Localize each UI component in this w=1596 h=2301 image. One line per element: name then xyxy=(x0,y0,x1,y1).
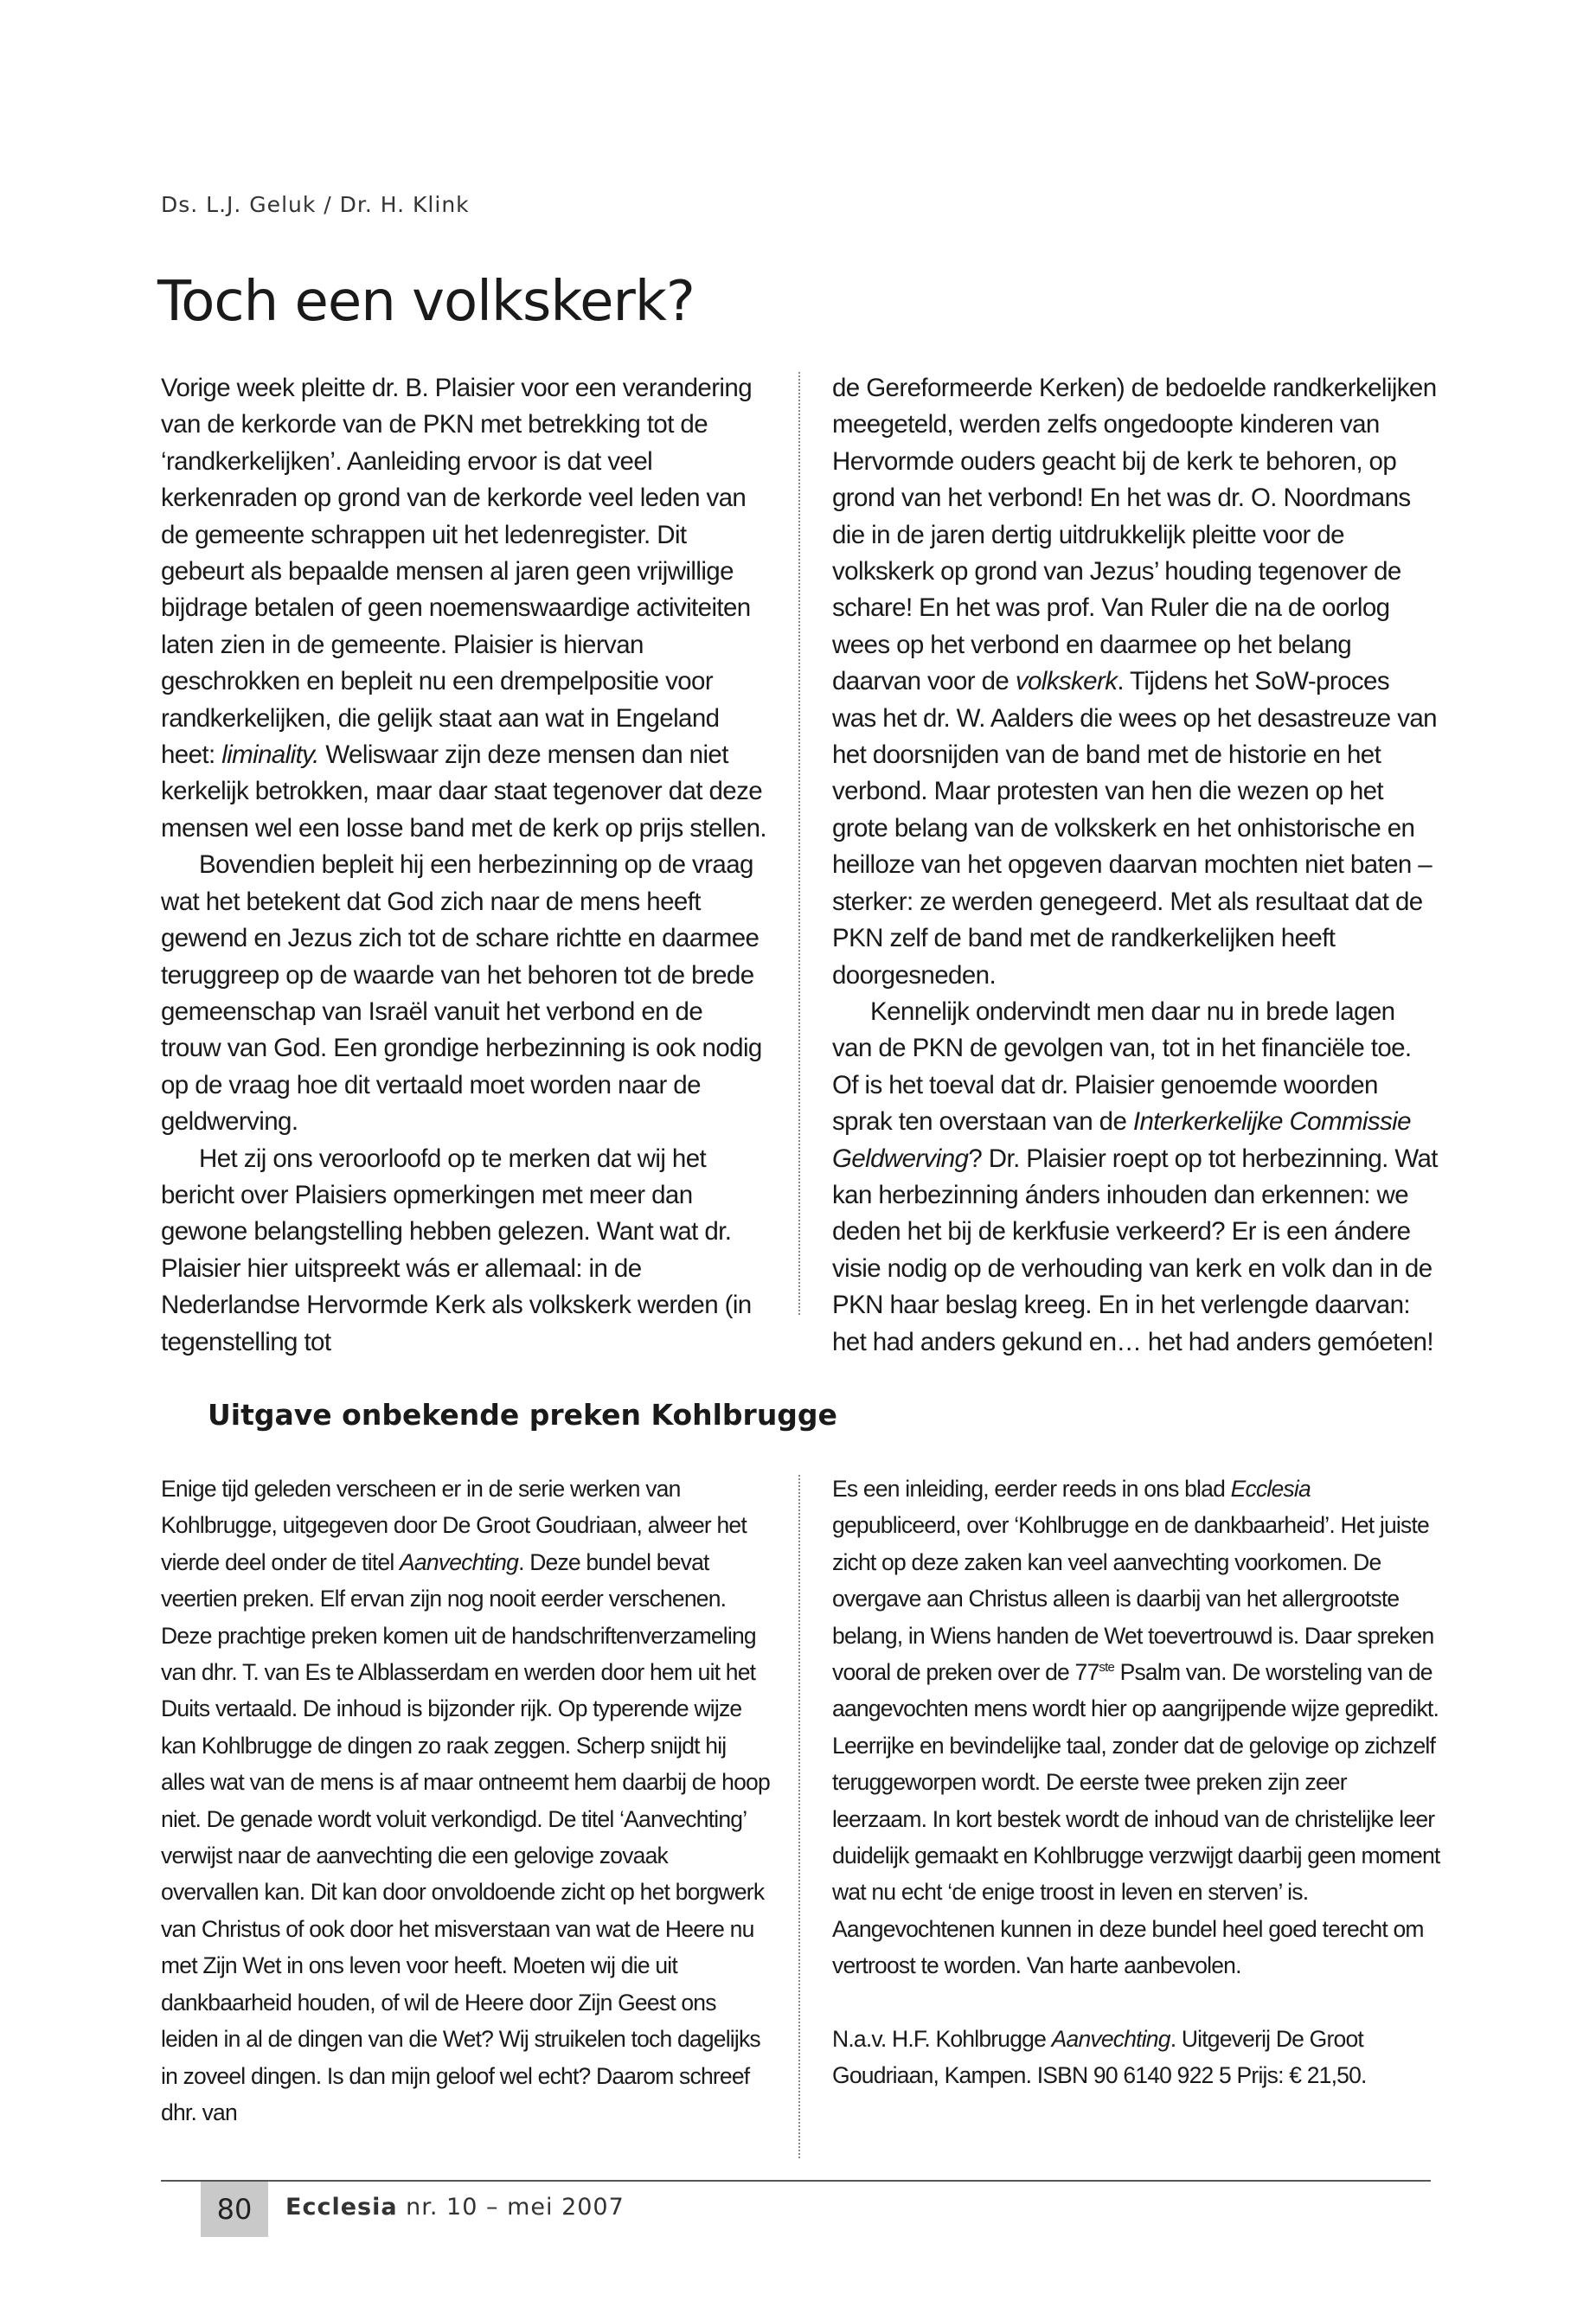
issue-info: nr. 10 – mei 2007 xyxy=(397,2194,625,2221)
footer-rule xyxy=(161,2180,1431,2182)
article1-paragraph-4: de Gereformeerde Kerken) de bedoelde randkerkelijken meegeteld, werden zelfs ongedoopte kinderen van Hervormde ouders geacht bij de kerk te behoren, op grond van het verbond! En het was dr. O. Noordmans die in de jaren dertig uitdrukkelijk pleitte voor de volkskerk op grond van Jezus’ houding tegenover de schare! En het was prof. Van Ruler die na de oorlog wees op het verbond en daarmee op het belang daarvan voor de volkskerk. Tijdens het SoW-proces was het dr. W. Aalders die wees op het desastreuze van het doorsnijden van de band met de historie en het verbond. Maar protesten van hen die wezen op het grote belang van de volkskerk en het onhistorische en heilloze van het opgeven daarvan mochten niet baten – sterker: ze werden genegeerd. Met als resultaat dat de PKN zelf de band met de randkerkelijken heeft doorgesneden. xyxy=(832,374,1437,990)
article1-paragraph-2: Bovendien bepleit hij een herbezinning op de vraag wat het betekent dat God zich naar de mens heeft gewend en Jezus zich tot de schare richtte en daarmee teruggreep op de waarde van het behoren tot de brede gemeenschap van Israël vanuit het verbond en de trouw van God. Een grondige herbezinning is ook nodig op de vraag hoe dit vertaald moet worden naar de geldwerving. xyxy=(161,850,762,1137)
article2-paragraph-2: Es een inleiding, eerder reeds in ons blad Ecclesia gepubliceerd, over ‘Kohlbrugge en de dankbaarheid’. Het juiste zicht op deze zaken kan veel aanvechting voorkomen. De overgave aan Christus alleen is daarbij van het allergrootste belang, in Wiens handen de Wet toevertrouwd is. Daar spreken vooral de preken over de 77ste Psalm van. De worsteling van de aangevochten mens wordt hier op aangrijpende wijze gepredikt. Leerrijke en bevindelijke taal, zonder dat de gelovige op zichzelf teruggeworpen wordt. De eerste twee preken zijn zeer leerzaam. In kort bestek wordt de inhoud van de christelijke leer duidelijk gemaakt en Kohlbrugge verzwijgt daarbij geen moment wat nu echt ‘de enige troost in leven en sterven’ is. Aangevochtenen kunnen in deze bundel heel goed terecht om vertroost te worden. Van harte aanbevolen. xyxy=(832,1476,1440,1979)
article1-paragraph-3: Het zij ons veroorloofd op te merken dat wij het bericht over Plaisiers opmerkingen met meer dan gewone belangstelling hebben gelezen. Want wat dr. Plaisier hier uitspreekt wás er allemaal: in de Nederlandse Hervormde Kerk als volkskerk werden (in tegenstelling tot xyxy=(161,1144,752,1356)
article1-paragraph-1: Vorige week pleitte dr. B. Plaisier voor een verandering van de kerkorde van de PKN met betrekking tot de ‘randkerkelijken’. Aanleiding ervoor is dat veel kerkenraden op grond van de kerkorde veel leden van de gemeente schrappen uit het ledenregister. Dit gebeurt als bepaalde mensen al jaren geen vrijwillige bijdrage betalen of geen noemenswaardige activiteiten laten zien in de gemeente. Plaisier is hiervan geschrokken en bepleit nu een drempelpositie voor randkerkelijken, die gelijk staat aan wat in Engeland heet: liminality. Weliswaar zijn deze mensen dan niet kerkelijk betrokken, maar daar staat tegenover dat deze mensen wel een losse band met de kerk op prijs stellen. xyxy=(161,374,766,843)
article1-left-column xyxy=(161,370,766,1361)
article2-paragraph-1: Enige tijd geleden verscheen er in de serie werken van Kohlbrugge, uitgegeven door De Groot Goudriaan, alweer het vierde deel onder de titel Aanvechting. Deze bundel bevat veertien preken. Elf ervan zijn nog nooit eerder verschenen. Deze prachtige preken komen uit de handschriftenverzameling van dhr. T. van Es te Alblasserdam en werden door hem uit het Duits vertaald. De inhoud is bijzonder rijk. Op typerende wijze kan Kohlbrugge de dingen zo raak zeggen. Scherp snijdt hij alles wat van de mens is af maar ontneemt hem daarbij de hoop niet. De genade wordt voluit verkondigd. De titel ‘Aanvechting’ verwijst naar de aanvechting die een gelovige zovaak overvallen kan. Dit kan door onvoldoende zicht op het borgwerk van Christus of ook door het misverstaan van wat de Heere nu met Zijn Wet in ons leven voor heeft. Moeten wij die uit dankbaarheid houden, of wil de Heere door Zijn Geest ons leiden in al de dingen van die Wet? Wij struikelen toch dagelijks in zoveel dingen. Is dan mijn geloof wel echt? Daarom schreef dhr. van xyxy=(161,1476,770,2125)
article2-right-column xyxy=(832,1471,1441,2094)
column-divider xyxy=(798,1475,800,2158)
book-reference: N.a.v. H.F. Kohlbrugge Aanvechting. Uitgeverij De Groot Goudriaan, Kampen. ISBN 90 6140 922 5 Prijs: € 21,50. xyxy=(832,2025,1367,2089)
article1-paragraph-5: Kennelijk ondervindt men daar nu in brede lagen van de PKN de gevolgen van, tot in het financiële toe. Of is het toeval dat dr. Plaisier genoemde woorden sprak ten overstaan van de Interkerkelijke Commissie Geldwerving? Dr. Plaisier roept op tot herbezinning. Wat kan herbezinning ánders inhouden dan erkennen: we deden het bij de kerkfusie verkeerd? Er is een ándere visie nodig op de verhouding van kerk en volk dan in de PKN haar beslag kreeg. En in het verlengde daarvan: het had anders gekund en… het had anders gemóeten! xyxy=(832,997,1438,1356)
section-subheading: Uitgave onbekende preken Kohlbrugge xyxy=(208,1398,837,1432)
page-number: 80 xyxy=(201,2182,268,2237)
column-divider xyxy=(798,372,800,1315)
byline: Ds. L.J. Geluk / Dr. H. Klink xyxy=(161,192,470,217)
article-title: Toch een volkskerk? xyxy=(157,270,695,334)
journal-name: Ecclesia xyxy=(285,2194,398,2221)
article1-right-column xyxy=(832,370,1438,1361)
journal-info xyxy=(285,2194,625,2221)
article2-left-column xyxy=(161,1471,770,2131)
